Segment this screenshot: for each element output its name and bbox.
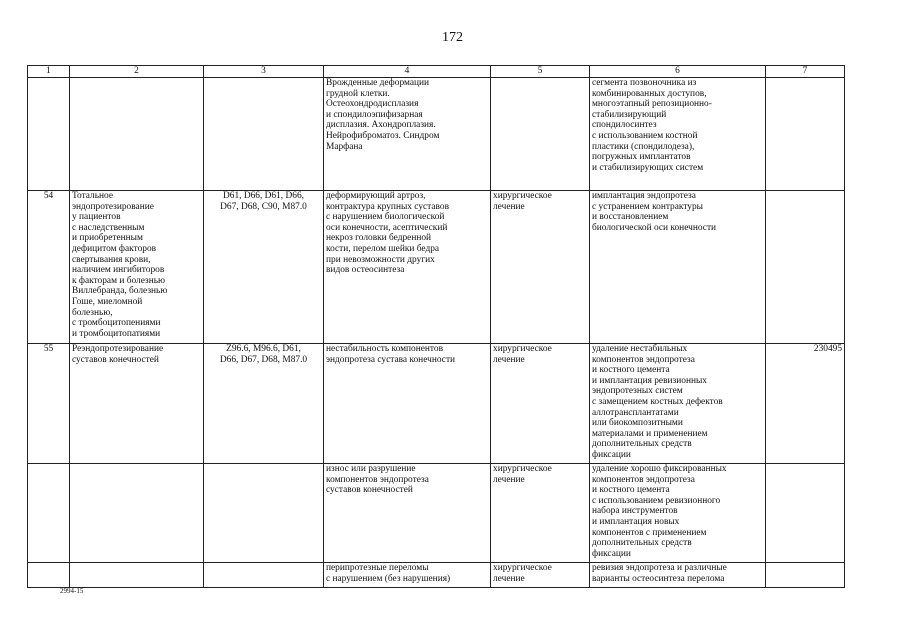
treatment-method: удаление хорошо фиксированных компонентов эндопротеза и костного цемента с использованием ревизионного набора инструментов и имплантация новых компонентов с применением дополнительных средств фиксации — [590, 464, 766, 563]
diagnosis-codes: Z96.6, M96.6, D61, D66, D67, D68, M87.0 — [204, 344, 324, 464]
treatment-method: удаление нестабильных компонентов эндопротеза и костного цемента и имплантация ревизионных эндопротезных систем с замещением костных дефектов аллотрансплантатами или биокомпозитными материалами и применением дополнительных средств фиксации — [590, 344, 766, 464]
patient-model: деформирующий артроз, контрактура крупных суставов с нарушением биологической оси конечности, асептический некроз головки бедренной кости, перелом шейки бедра при невозможности других видов остеосинтеза — [324, 191, 491, 344]
treatment-method: имплантация эндопротеза с устранением контрактуры и восстановлением биологической оси конечности — [590, 191, 766, 344]
patient-model: нестабильность компонентов эндопротеза сустава конечности — [324, 344, 491, 464]
procedure-name: Тотальное эндопротезирование у пациентов с наследственным и приобретенным дефицитом факторов свертывания крови, наличием ингибиторов к факторам и болезнью Виллебранда, болезнью Гоше, миеломной болезнью, с тромбоцитопениями и тромбоцитопатиями — [70, 191, 204, 344]
column-header: 6 — [590, 66, 766, 78]
column-header: 3 — [204, 66, 324, 78]
footer-code: 2994-15 — [60, 587, 84, 595]
patient-model: износ или разрушение компонентов эндопротеза суставов конечностей — [324, 464, 491, 563]
treatment-type: хирургическое лечение — [491, 563, 590, 588]
treatment-method: ревизия эндопротеза и различные варианты остеосинтеза перелома — [590, 563, 766, 588]
diagnosis-codes: D61, D66, D61, D66, D67, D68, C90, M87.0 — [204, 191, 324, 344]
procedure-name — [70, 78, 204, 191]
table-row — [28, 191, 845, 344]
procedure-name — [70, 464, 204, 563]
row-number: 54 — [28, 191, 70, 344]
cost-value — [766, 464, 845, 563]
row-number — [28, 464, 70, 563]
column-header: 2 — [70, 66, 204, 78]
column-header: 1 — [28, 66, 70, 78]
patient-model: перипротезные переломы с нарушением (без нарушения) — [324, 563, 491, 588]
patient-model: Врожденные деформации грудной клетки. Остеохондродисплазия и спондилоэпифизарная дисплазия. Ахондроплазия. Нейрофиброматоз. Синдром Марфана — [324, 78, 491, 191]
row-number: 55 — [28, 344, 70, 464]
table-row — [28, 78, 845, 191]
page-number: 172 — [442, 30, 463, 45]
cost-value — [766, 78, 845, 191]
diagnosis-codes — [204, 563, 324, 588]
cost-value — [766, 191, 845, 344]
row-number — [28, 78, 70, 191]
table-row — [28, 344, 845, 464]
treatment-type: хирургическое лечение — [491, 344, 590, 464]
column-header: 5 — [491, 66, 590, 78]
procedure-name — [70, 563, 204, 588]
row-number — [28, 563, 70, 588]
table-row — [28, 464, 845, 563]
procedures-table — [27, 65, 845, 588]
diagnosis-codes — [204, 78, 324, 191]
column-header-row — [28, 66, 845, 78]
diagnosis-codes — [204, 464, 324, 563]
treatment-method: сегмента позвоночника из комбинированных доступов, многоэтапный репозиционно- стабилизирующий спондилосинтез с использованием костной пластики (спондилодеза), погружных имплантатов и стабилизирующих систем — [590, 78, 766, 191]
cost-value — [766, 563, 845, 588]
table-row — [28, 563, 845, 588]
procedure-name: Реэндопротезирование суставов конечностей — [70, 344, 204, 464]
treatment-type — [491, 78, 590, 191]
treatment-type: хирургическое лечение — [491, 191, 590, 344]
column-header: 7 — [766, 66, 845, 78]
treatment-type: хирургическое лечение — [491, 464, 590, 563]
column-header: 4 — [324, 66, 491, 78]
cost-value: 230495 — [766, 344, 845, 464]
